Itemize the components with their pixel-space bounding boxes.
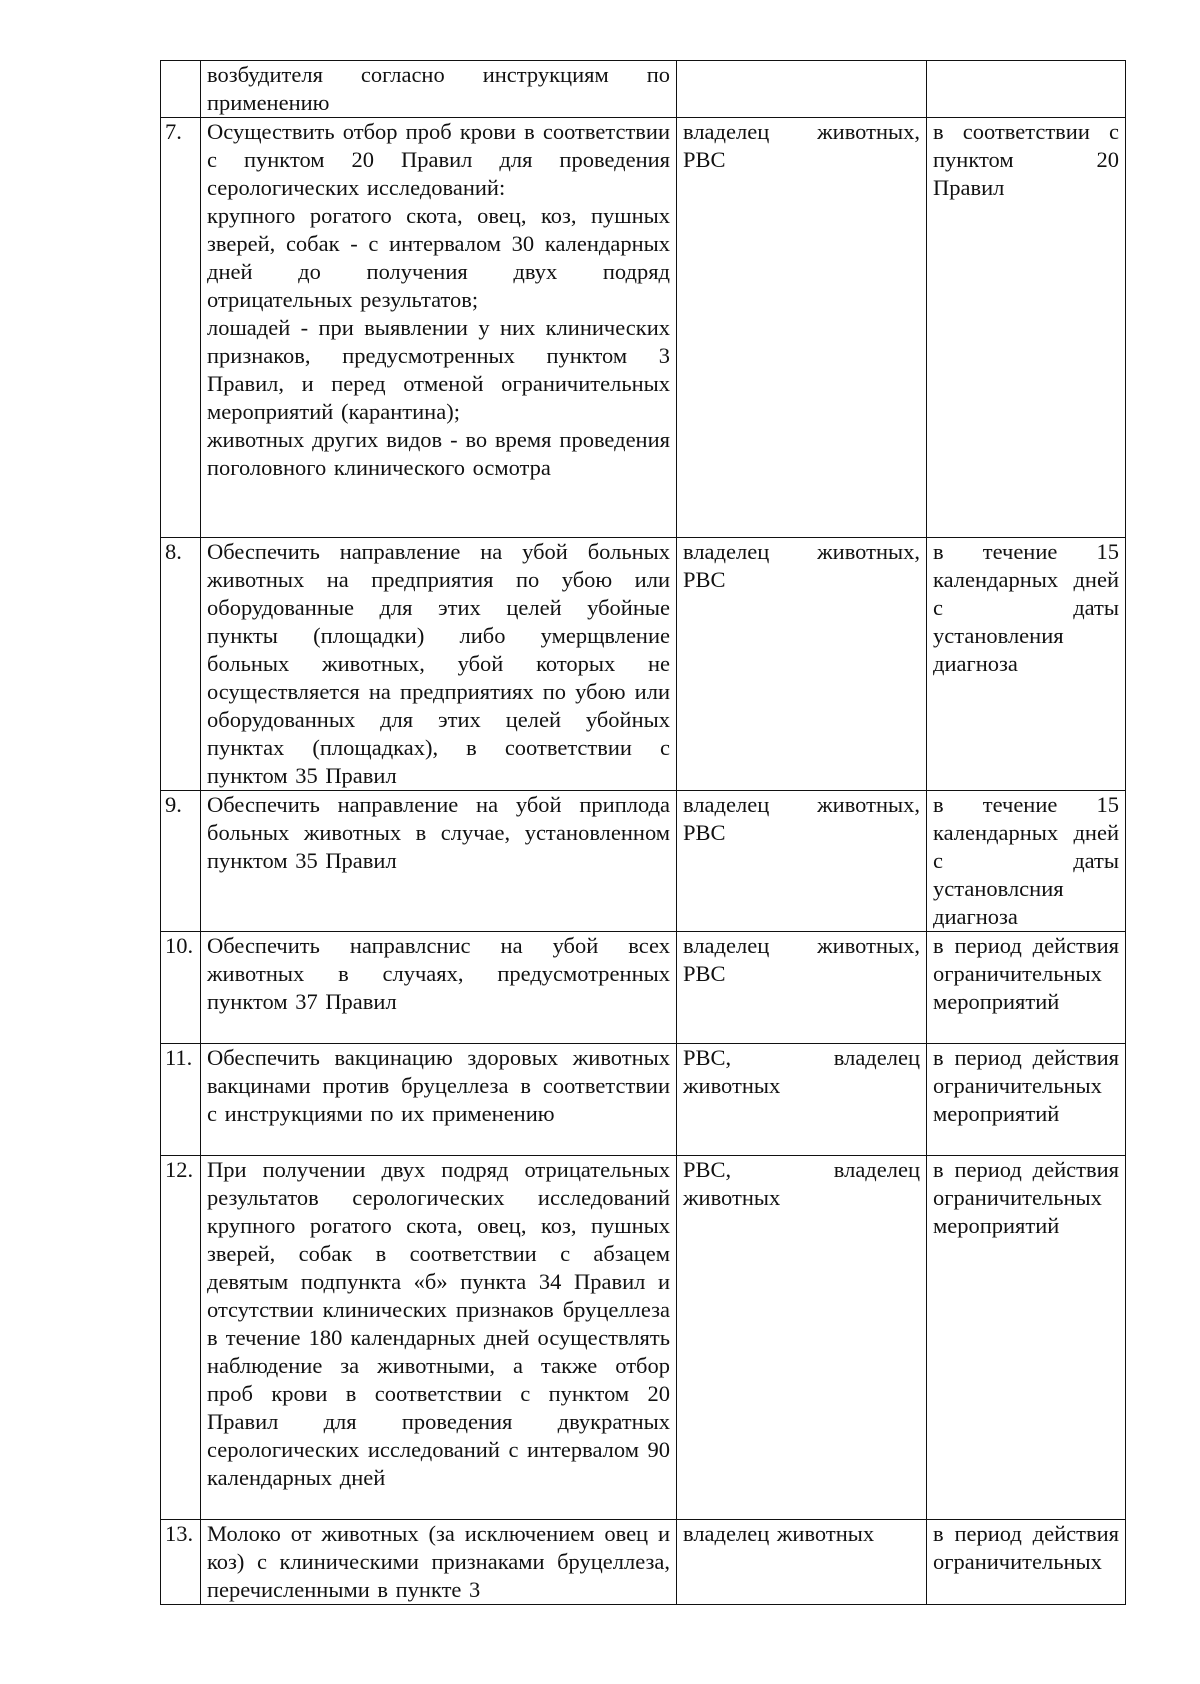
measure-text: Обеспечить вакцинацию здоровых животных вакцинами против бруцеллеза в соответствии с инструкциями по их применению <box>201 1044 677 1156</box>
responsible-text: владелец животных, РВС <box>677 118 927 538</box>
deadline-text <box>927 61 1126 118</box>
deadline-text: в период действия ограничительных мероприятий <box>927 1156 1126 1520</box>
row-number: 9. <box>161 791 201 932</box>
responsible-text: владелец животных, РВС <box>677 932 927 1044</box>
deadline-text: в соответствии с пунктом 20 Правил <box>927 118 1126 538</box>
deadline-text: в течение 15 календарных дней с даты установления диагноза <box>927 538 1126 791</box>
table-row <box>161 538 1126 791</box>
table-row <box>161 1044 1126 1156</box>
measure-text: Осуществить отбор проб крови в соответствии с пунктом 20 Правил для проведения серологических исследований: крупного рогатого скота, овец, коз, пушных зверей, собак - с интервалом 30 календарных дней до получения двух подряд отрицательных результатов; лошадей - при выявлении у них клинических признаков, предусмотренных пунктом 3 Правил, и перед отменой ограничительных мероприятий (карантина); животных других видов - во время проведения поголовного клинического осмотра <box>201 118 677 538</box>
deadline-text: в течение 15 календарных дней с даты установлсния диагноза <box>927 791 1126 932</box>
row-number: 11. <box>161 1044 201 1156</box>
row-number: 12. <box>161 1156 201 1520</box>
measure-text: Обеспечить направление на убой больных животных на предприятия по убою или оборудованные для этих целей убойные пункты (площадки) либо умерщвление больных животных, убой которых не осуществляется на предприятиях по убою или оборудованных для этих целей убойных пунктах (площадках), в соответствии с пунктом 35 Правил <box>201 538 677 791</box>
responsible-text <box>677 61 927 118</box>
row-number: 10. <box>161 932 201 1044</box>
measure-text: Обеспечить направление на убой приплода больных животных в случае, установленном пунктом 35 Правил <box>201 791 677 932</box>
table-row <box>161 932 1126 1044</box>
deadline-text: в период действия ограничительных мероприятий <box>927 932 1126 1044</box>
table-row <box>161 118 1126 538</box>
measure-text: Молоко от животных (за исключением овец и коз) с клиническими признаками бруцеллеза, перечисленными в пункте 3 <box>201 1520 677 1605</box>
table-row <box>161 1520 1126 1605</box>
responsible-text: владелец животных, РВС <box>677 538 927 791</box>
responsible-text: РВС, владелец животных <box>677 1156 927 1520</box>
table-row <box>161 791 1126 932</box>
deadline-text: в период действия ограничительных <box>927 1520 1126 1605</box>
table-row <box>161 1156 1126 1520</box>
row-number: 13. <box>161 1520 201 1605</box>
table-row <box>161 61 1126 118</box>
row-number: 7. <box>161 118 201 538</box>
row-number <box>161 61 201 118</box>
responsible-text: РВС, владелец животных <box>677 1044 927 1156</box>
measures-table <box>160 60 1126 1605</box>
responsible-text: владелец животных, РВС <box>677 791 927 932</box>
deadline-text: в период действия ограничительных мероприятий <box>927 1044 1126 1156</box>
measure-text: При получении двух подряд отрицательных результатов серологических исследований крупного рогатого скота, овец, коз, пушных зверей, собак в соответствии с абзацем девятым подпункта «б» пункта 34 Правил и отсутствии клинических признаков бруцеллеза в течение 180 календарных дней осуществлять наблюдение за животными, а также отбор проб крови в соответствии с пунктом 20 Правил для проведения двукратных серологических исследований с интервалом 90 календарных дней <box>201 1156 677 1520</box>
measure-text: Обеспечить направлснис на убой всех животных в случаях, предусмотренных пунктом 37 Правил <box>201 932 677 1044</box>
responsible-text: владелец животных <box>677 1520 927 1605</box>
measure-text: возбудителя согласно инструкциям по применению <box>201 61 677 118</box>
row-number: 8. <box>161 538 201 791</box>
